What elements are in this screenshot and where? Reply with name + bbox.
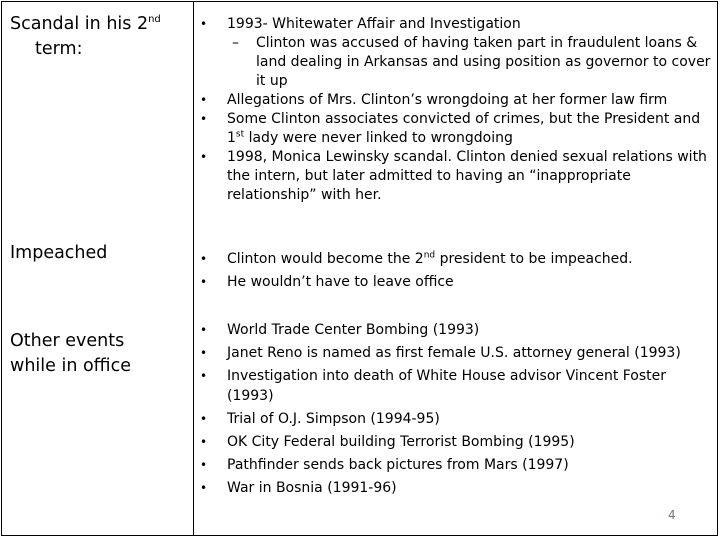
list-item (196, 148, 716, 205)
bullet-icon: • (200, 458, 208, 472)
item-text: Janet Reno is named as first female U.S. attorney general (1993) (227, 345, 681, 361)
impeached-label (10, 241, 107, 266)
other-label-line2: while in office (10, 356, 131, 376)
list-item (196, 320, 716, 340)
item-text-end: president to be impeached. (435, 251, 633, 267)
sub-item-text: Clinton was accused of having taken part in fraudulent loans & land dealing in Arkansas and using position as governor to cover it up (256, 35, 711, 89)
item-text: Pathfinder sends back pictures from Mars (1997) (227, 457, 569, 473)
scandal-label-text: Scandal in his 2 (10, 14, 149, 34)
scandal-label-end: term: (35, 39, 83, 59)
other-events-list (196, 320, 716, 498)
bullet-icon: • (200, 275, 208, 289)
bullet-icon: • (200, 93, 208, 107)
list-item (196, 478, 716, 498)
list-item (196, 110, 716, 148)
bullet-icon: • (200, 252, 208, 266)
item-text: Some Clinton associates convicted of crimes, but the President and 1 (227, 111, 701, 146)
list-item (196, 15, 716, 34)
item-text: War in Bosnia (1991-96) (227, 480, 397, 496)
other-events-label (10, 329, 131, 379)
item-text: OK City Federal building Terrorist Bombing (1995) (227, 434, 575, 450)
item-text: 1993- Whitewater Affair and Investigation (227, 16, 521, 32)
item-sup: nd (423, 250, 436, 261)
bullet-icon: • (200, 346, 208, 360)
item-text: 1998, Monica Lewinsky scandal. Clinton denied sexual relations with the intern, but later admitted to having an “inappropriate relationship” with her. (227, 149, 707, 203)
bullet-icon: • (200, 17, 208, 31)
list-item (196, 91, 716, 110)
item-text: World Trade Center Bombing (1993) (227, 322, 480, 338)
list-item (196, 409, 716, 429)
item-text-end: lady were never linked to wrongdoing (244, 130, 513, 146)
item-text: Trial of O.J. Simpson (1994-95) (227, 411, 440, 427)
impeached-label-text: Impeached (10, 243, 108, 263)
item-text: Clinton would become the 2 (227, 251, 424, 267)
list-item (196, 455, 716, 475)
item-text: Allegations of Mrs. Clinton’s wrongdoing at her former law firm (227, 92, 668, 108)
bullet-icon: • (200, 112, 208, 126)
scandal-list (196, 15, 716, 205)
list-item (196, 432, 716, 452)
other-label-line1: Other events (10, 331, 125, 351)
bullet-icon: • (200, 435, 208, 449)
sub-list-item (196, 34, 716, 91)
list-item (196, 366, 716, 406)
item-text: He wouldn’t have to leave office (227, 274, 454, 290)
column-divider (193, 1, 194, 536)
scandal-label-sup: nd (148, 14, 161, 26)
list-item (196, 250, 716, 269)
bullet-icon: • (200, 150, 208, 164)
bullet-icon: • (200, 481, 208, 495)
bullet-icon: • (200, 323, 208, 337)
scandal-label (10, 12, 161, 62)
bullet-icon: • (200, 412, 208, 426)
impeached-list (196, 250, 716, 292)
list-item (196, 273, 716, 292)
dash-icon: – (232, 35, 239, 51)
item-sup: st (235, 129, 245, 140)
list-item (196, 343, 716, 363)
bullet-icon: • (200, 369, 208, 383)
page-number: 4 (668, 508, 676, 522)
item-text: Investigation into death of White House advisor Vincent Foster (1993) (227, 368, 667, 404)
